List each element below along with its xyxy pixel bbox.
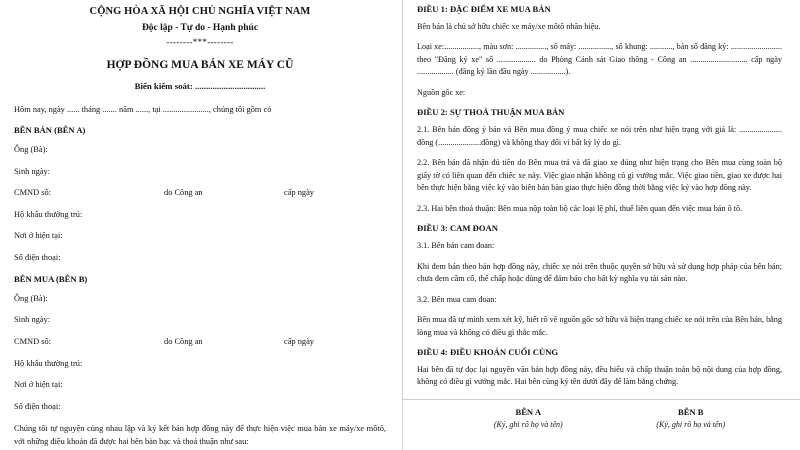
national-motto: Độc lập - Tự do - Hạnh phúc — [141, 23, 259, 33]
decorative-divider: --------***-------- — [166, 37, 234, 47]
article-2-clause-2: 2.2. Bên bán đã nhận đủ tiền do Bên mua trả và đã giao xe đúng như hiện trạng cho Bên mua cùng toàn bộ giấy tờ có liên quan đến chiếc xe này. Việc giao nhận không có gì vướng mắc. Việc giao tiền, giao xe được hai bên thực hiện bằng việc ký vào biên bản bàn giao thực hiện đồng thời bằng việc ký vào hợp đồng này. — [417, 158, 782, 193]
party-b-heading: BÊN MUA (BÊN B) — [14, 273, 88, 284]
party-a-birthdate-field: Sinh ngày: — [14, 166, 51, 176]
signature-left-spacer — [417, 407, 447, 429]
party-a-id-issuer: do Công an — [164, 188, 203, 198]
article-1-title: ĐIỀU 1: ĐẶC ĐIỂM XE MUA BÁN — [417, 4, 551, 14]
article-1-origin: Nguồn gốc xe: — [417, 87, 466, 97]
party-a-current-address-field: Nơi ở hiện tại: — [14, 231, 63, 241]
party-b-id-row — [14, 336, 386, 349]
signature-party-b-sub: (Ký, ghi rõ họ và tên) — [656, 419, 726, 429]
party-b-name-field: Ông (Bà): — [14, 293, 48, 303]
document-title: HỢP ĐỒNG MUA BÁN XE MÁY CŨ — [106, 59, 294, 71]
party-b-phone-field: Số điện thoại: — [14, 401, 61, 411]
party-b-birthdate-field: Sinh ngày: — [14, 315, 51, 325]
party-b-id-label: CMND số: — [14, 336, 51, 346]
article-4-body: Hai bên đã tự đọc lại nguyên văn bản hợp đồng này, đều hiểu và chấp thuận toàn bộ nội dung của hợp đồng, không có điều gì vướng mắc. Hai bên cùng ký tên dưới đây để làm bằng chứng. — [417, 364, 782, 387]
party-a-id-date: cấp ngày — [284, 188, 314, 198]
party-a-heading: BÊN BÁN (BÊN A) — [14, 125, 86, 136]
article-3-clause-1: 3.1. Bên bán cam đoan: — [417, 241, 495, 251]
signature-party-b — [610, 407, 773, 429]
article-1-intro: Bên bán là chủ sở hữu chiếc xe máy/xe môtô nhãn hiệu. — [417, 22, 601, 31]
party-a-phone-field: Số điện thoại: — [14, 253, 61, 263]
column-divider — [402, 0, 403, 400]
article-2-clause-1: 2.1. Bên bán đồng ý bán và Bên mua đồng ý mua chiếc xe nói trên như hiện trạng với giá là: ..................... đồng (.....................đồng) và không thay đổi vì bất kỳ lý do gì. — [417, 125, 782, 147]
intro-paragraph: Hôm nay, ngày ...... tháng ....... năm ......, tại ......................, chúng tôi gồm có — [14, 105, 272, 114]
closing-paragraph: Chúng tôi tự nguyện cùng nhau lập và ký kết bản hợp đồng này để thực hiện việc mua bán xe máy/xe môtô, với những điều khoản đã được hai bên bàn bạc và thoả thuận như sau: — [14, 424, 386, 447]
article-2-clause-3: 2.3. Hai bên thoả thuận: Bên mua nộp toàn bộ các loại lệ phí, thuế liên quan đến việc mua bán ô tô. — [417, 203, 743, 213]
plate-number-line: Biển kiểm soát: ................................ — [134, 81, 266, 91]
party-b-id-date: cấp ngày — [284, 336, 314, 346]
article-3-title: ĐIỀU 3: CAM ĐOAN — [417, 223, 498, 234]
party-b-residence-field: Hộ khẩu thường trú: — [14, 358, 83, 368]
signature-party-b-title: BÊN B — [677, 406, 704, 417]
bottom-rule — [402, 399, 800, 400]
document-right-column — [402, 0, 800, 450]
signature-party-a-sub: (Ký, ghi rõ họ và tên) — [493, 419, 563, 429]
signature-party-a — [447, 407, 610, 429]
article-3-clause-2: 3.2. Bên mua cam đoan: — [417, 294, 497, 304]
party-a-residence-field: Hộ khẩu thường trú: — [14, 209, 83, 219]
party-a-name-field: Ông (Bà): — [14, 145, 48, 155]
party-a-id-label: CMND số: — [14, 188, 51, 198]
national-title: CỘNG HÒA XÃ HỘI CHỦ NGHĨA VIỆT NAM — [89, 6, 311, 17]
article-2-title: ĐIỀU 2: SỰ THOẢ THUẬN MUA BÁN — [417, 107, 565, 118]
party-b-id-issuer: do Công an — [164, 336, 203, 346]
article-1-specs: Loại xe:................., màu sơn: ..............., số máy: ................, số khung: ..........., bản số đăng ký: ......................... theo "Đăng ký xe" số ................... do Phòng Cảnh sát Giao thông - Công an ............................ cấp ngày .................. (đăng ký lần đầu ngày .................). — [417, 42, 782, 77]
signature-right-spacer — [772, 407, 782, 429]
article-3-clause-2-body: Bên mua đã tự mình xem xét kỹ, biết rõ về nguồn gốc sở hữu và hiện trạng chiếc xe nói trên của Bên bán, bằng lòng mua và không có điều gì thắc mắc. — [417, 315, 782, 337]
article-4-title: ĐIỀU 4: ĐIỀU KHOẢN CUỐI CÙNG — [417, 346, 559, 357]
party-a-id-row — [14, 187, 386, 200]
party-b-current-address-field: Nơi ở hiện tại: — [14, 380, 63, 390]
article-3-clause-1-body: Khi đem bán theo bản hợp đồng này, chiếc xe nói trên thuộc quyền sở hữu và sử dụng hợp pháp của bên bán; chưa đem cầm cố, thế chấp hoặc dùng để đảm bảo cho bất kỳ nghĩa vụ tài sản nào. — [417, 261, 782, 284]
signature-row — [417, 407, 782, 429]
signature-party-a-title: BÊN A — [515, 406, 542, 417]
